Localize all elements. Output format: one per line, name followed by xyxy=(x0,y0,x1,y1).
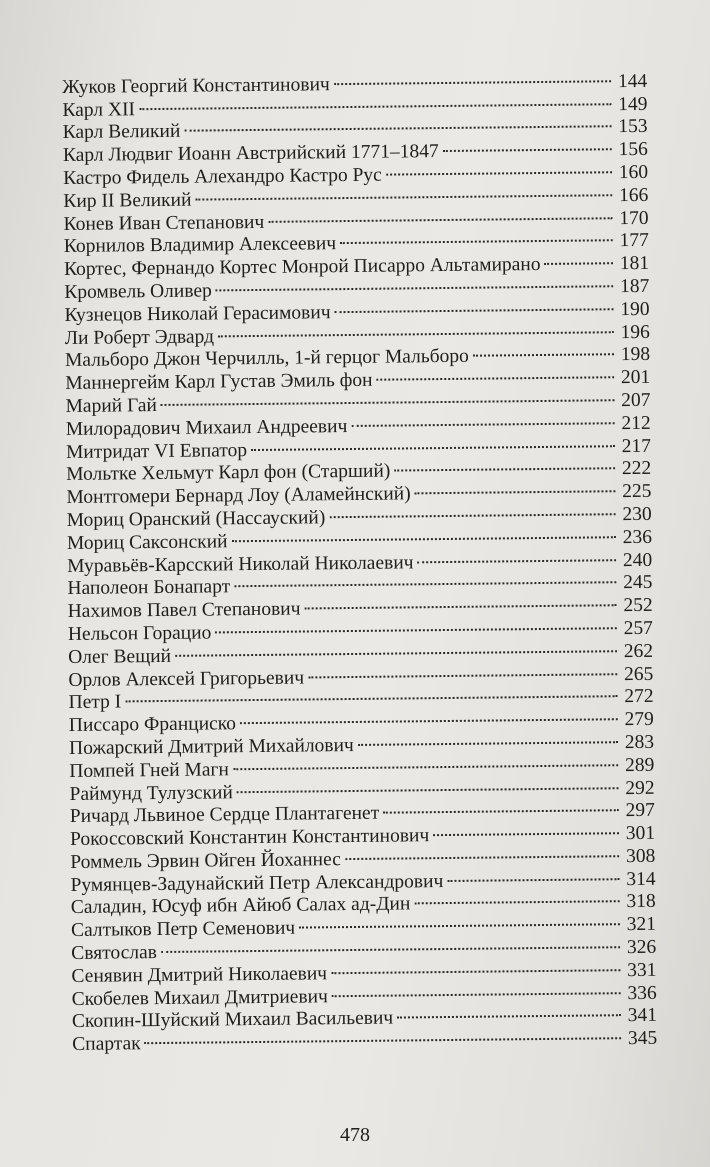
dot-leader xyxy=(340,224,613,250)
toc-entry-name: Нахимов Павел Степанович xyxy=(67,598,301,623)
toc-entry-name: Карл Людвиг Иоанн Австрийский 1771–1847 xyxy=(62,141,439,167)
dot-leader xyxy=(304,589,616,615)
toc-entry-name: Румянцев-Задунайский Петр Александрович xyxy=(70,870,444,896)
dot-leader xyxy=(329,497,616,523)
toc-entry-page: 345 xyxy=(627,1028,658,1050)
dot-leader xyxy=(414,885,620,910)
toc-entry-page: 181 xyxy=(619,253,650,275)
toc-entry-page: 326 xyxy=(626,936,657,959)
dot-leader xyxy=(331,953,621,979)
toc-entry-page: 177 xyxy=(619,230,649,252)
toc-entry-page: 190 xyxy=(620,298,650,320)
toc-entry-name: Мольтке Хельмут Карл фон (Старший) xyxy=(66,460,391,486)
toc-entry-page: 245 xyxy=(623,572,653,594)
toc-entry-page: 225 xyxy=(622,480,652,503)
dot-leader xyxy=(386,155,613,180)
toc-entry-name: Роммель Эрвин Ойген Йоханнес xyxy=(70,849,341,873)
toc-entry-name: Сенявин Дмитрий Николаевич xyxy=(71,963,328,987)
toc-entry-name: Салтыков Петр Семенович xyxy=(70,917,296,942)
toc-entry-name: Мальборо Джон Черчилль, 1-й герцог Мальборо xyxy=(64,346,469,372)
toc-entry-page: 314 xyxy=(626,868,656,890)
toc-entry-page: 301 xyxy=(625,822,656,845)
toc-entry-name: Раймунд Тулузский xyxy=(69,781,233,805)
dot-leader xyxy=(394,452,615,477)
toc-entry-page: 252 xyxy=(623,594,653,617)
toc-entry-name: Скобелев Михаил Дмитриевич xyxy=(71,985,328,1010)
toc-entry-page: 156 xyxy=(618,139,648,161)
toc-entry-page: 336 xyxy=(627,982,657,1004)
toc-entry-page: 240 xyxy=(622,549,653,571)
toc-entry-name: Скопин-Шуйский Михаил Васильевич xyxy=(71,1008,394,1033)
toc-entry-page: 318 xyxy=(626,891,656,913)
toc-entry-name: Марий Гай xyxy=(65,394,158,417)
toc-entry-name: Карл Великий xyxy=(62,121,181,144)
toc-entry-name: Нельсон Горацио xyxy=(67,622,212,645)
dot-leader xyxy=(473,338,614,362)
toc-entry-page: 262 xyxy=(623,640,654,662)
toc-entry-name: Спартак xyxy=(72,1033,141,1056)
dot-leader xyxy=(308,657,618,683)
table-of-contents xyxy=(62,64,658,1056)
toc-entry-page: 265 xyxy=(623,663,654,685)
dot-leader xyxy=(417,543,616,568)
page-number: 478 xyxy=(340,1124,370,1146)
toc-entry-page: 257 xyxy=(623,617,653,640)
dot-leader xyxy=(376,361,614,386)
dot-leader xyxy=(397,999,621,1024)
toc-entry-name: Помпей Гней Магн xyxy=(69,758,230,782)
toc-entry-name: Мориц Саксонский xyxy=(66,531,228,554)
toc-entry-page: 331 xyxy=(627,959,657,982)
toc-entry-page: 160 xyxy=(618,161,649,184)
toc-entry-name: Святослав xyxy=(71,942,158,965)
toc-entry-name: Муравьёв-Карсский Николай Николаевич xyxy=(67,551,414,577)
dot-leader xyxy=(414,475,615,500)
dot-leader xyxy=(433,817,619,842)
toc-entry-page: 212 xyxy=(621,412,651,434)
dot-leader xyxy=(447,862,619,887)
toc-entry-page: 201 xyxy=(620,367,651,389)
dot-leader xyxy=(443,133,612,158)
toc-entry xyxy=(72,1021,658,1056)
toc-entry-name: Петр I xyxy=(68,691,122,714)
toc-entry-page: 292 xyxy=(625,777,655,799)
toc-entry-name: Ли Роберт Эдвард xyxy=(64,325,215,349)
toc-entry-page: 153 xyxy=(618,116,648,138)
dot-leader xyxy=(332,976,621,1002)
toc-entry-page: 166 xyxy=(618,184,649,206)
toc-entry-page: 149 xyxy=(618,93,648,115)
toc-entry-name: Кузнецов Николай Герасимович xyxy=(64,301,331,326)
toc-entry-page: 236 xyxy=(622,526,653,548)
toc-entry-page: 222 xyxy=(621,458,652,480)
toc-entry-page: 289 xyxy=(624,754,655,776)
toc-entry-page: 308 xyxy=(625,845,656,868)
toc-entry-name: Карл XII xyxy=(62,98,136,121)
toc-entry-name: Митридат VI Евпатор xyxy=(65,439,248,463)
toc-entry-page: 279 xyxy=(624,708,654,731)
toc-entry-page: 196 xyxy=(620,321,650,343)
dot-leader xyxy=(351,406,615,432)
toc-entry-page: 170 xyxy=(619,207,649,229)
toc-entry-page: 230 xyxy=(622,503,652,526)
toc-entry-page: 283 xyxy=(624,731,655,754)
toc-entry-page: 207 xyxy=(621,389,651,412)
toc-entry-name: Кастро Фидель Алехандро Кастро Рус xyxy=(63,164,382,189)
dot-leader xyxy=(358,725,618,751)
toc-entry-name: Кромвель Оливер xyxy=(64,280,212,303)
toc-entry-name: Монтгомери Бернард Лоу (Аламейнский) xyxy=(66,483,411,509)
dot-leader xyxy=(383,794,619,819)
toc-entry-name: Кортес, Фернандо Кортес Монрой Писарро Альтамирано xyxy=(63,254,541,281)
toc-entry-name: Милорадович Михаил Андреевич xyxy=(65,415,348,440)
toc-entry-name: Маннергейм Карл Густав Эмиль фон xyxy=(65,369,373,395)
toc-entry-page: 341 xyxy=(627,1005,658,1027)
toc-entry-page: 297 xyxy=(625,800,655,822)
dot-leader xyxy=(145,1022,622,1050)
toc-entry-name: Кир II Великий xyxy=(63,189,192,212)
toc-entry-name: Писсаро Франциско xyxy=(68,713,237,737)
toc-entry-page: 321 xyxy=(626,914,657,936)
dot-leader xyxy=(544,247,613,271)
dot-leader xyxy=(334,292,613,318)
toc-entry-name: Рокоссовский Константин Константинович xyxy=(69,825,430,851)
toc-entry-name: Пожарский Дмитрий Михайлович xyxy=(68,734,354,759)
toc-entry-page: 272 xyxy=(624,686,654,708)
dot-leader xyxy=(334,64,612,90)
toc-entry-page: 187 xyxy=(619,275,650,298)
toc-entry-name: Мориц Оранский (Нассауский) xyxy=(66,507,326,531)
toc-entry-name: Наполеон Бонапарт xyxy=(67,576,231,600)
toc-entry-name: Олег Вещий xyxy=(68,645,172,668)
toc-entry-name: Конев Иван Степанович xyxy=(63,211,265,235)
toc-entry-page: 198 xyxy=(620,344,651,366)
toc-entry-page: 144 xyxy=(617,70,648,92)
toc-entry-name: Саладин, Юсуф ибн Айюб Салах ад-Дин xyxy=(70,893,411,919)
toc-entry-name: Жуков Георгий Константинович xyxy=(62,73,330,98)
dot-leader xyxy=(345,839,620,865)
toc-entry-name: Корнилов Владимир Алексеевич xyxy=(63,233,337,258)
toc-entry-name: Орлов Алексей Григорьевич xyxy=(68,667,305,691)
toc-entry-name: Ричард Львиное Сердце Плантагенет xyxy=(69,803,380,828)
dot-leader xyxy=(299,908,620,934)
toc-entry-page: 217 xyxy=(621,435,652,457)
